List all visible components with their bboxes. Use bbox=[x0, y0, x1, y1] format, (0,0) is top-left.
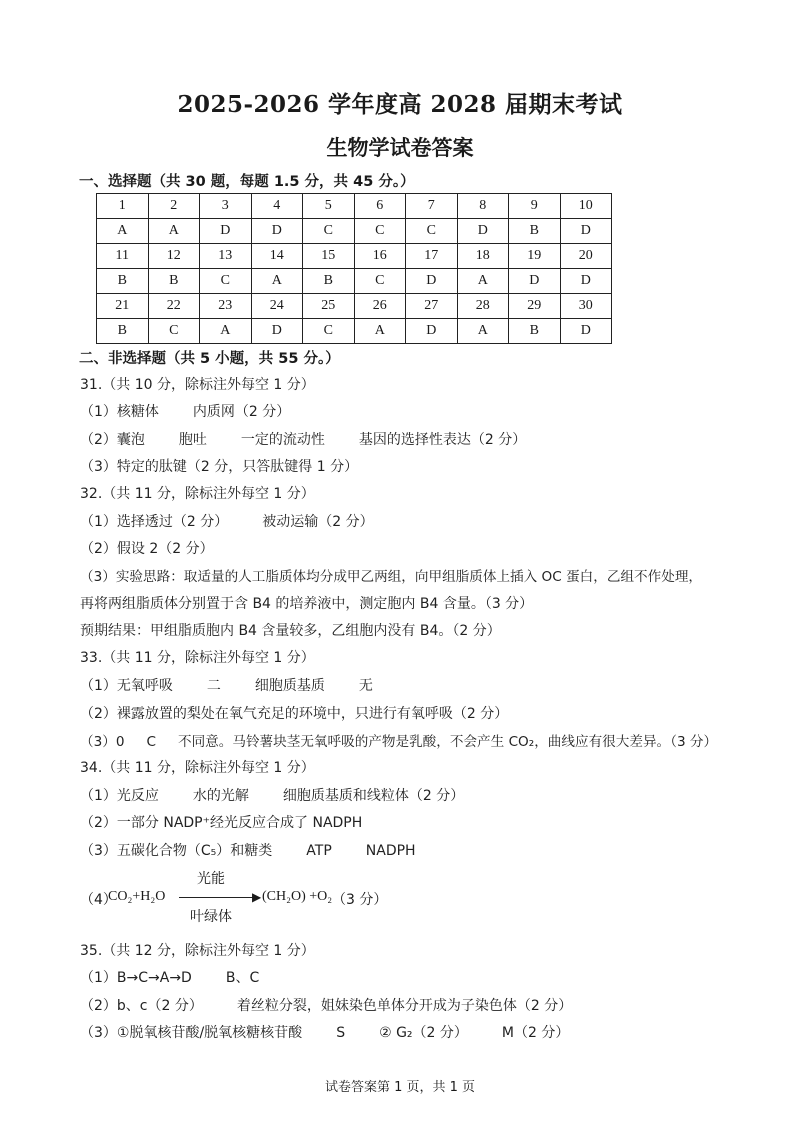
answer-cell: D bbox=[406, 269, 458, 294]
question-number-cell: 17 bbox=[406, 244, 458, 269]
answer-cell: B bbox=[148, 269, 200, 294]
q35-answer-1: （1）B→C→A→D B、C bbox=[80, 970, 260, 986]
question-number-cell: 22 bbox=[148, 294, 200, 319]
q31-answer-3: （3）特定的肽键（2 分，只答肽键得 1 分） bbox=[80, 459, 359, 475]
q34-answer-1: （1）光反应 水的光解 细胞质基质和线粒体（2 分） bbox=[80, 788, 465, 804]
question-number-cell: 26 bbox=[354, 294, 406, 319]
question-number-cell: 11 bbox=[97, 244, 149, 269]
answer-cell: A bbox=[97, 219, 149, 244]
question-number-cell: 15 bbox=[303, 244, 355, 269]
answer-cell: C bbox=[148, 319, 200, 344]
q35-header: 35.（共 12 分，除标注外每空 1 分） bbox=[80, 943, 315, 959]
q32-expected-result: 预期结果：甲组脂质胞内 B4 含量较多，乙组胞内没有 B4。（2 分） bbox=[80, 623, 501, 639]
q35-answer-3: （3）①脱氧核苷酸/脱氧核糖核苷酸 S ② G₂（2 分） M（2 分） bbox=[80, 1025, 570, 1041]
equation-condition-chloroplast: 叶绿体 bbox=[190, 909, 232, 925]
question-number-row bbox=[97, 244, 612, 269]
answer-cell: C bbox=[303, 319, 355, 344]
q32-answer-2: （2）假设 2（2 分） bbox=[80, 541, 214, 557]
question-number-cell: 24 bbox=[251, 294, 303, 319]
answer-cell: A bbox=[457, 319, 509, 344]
q34-header: 34.（共 11 分，除标注外每空 1 分） bbox=[80, 760, 315, 776]
question-number-cell: 10 bbox=[560, 194, 612, 219]
answer-cell: C bbox=[354, 219, 406, 244]
q33-answer-3: （3）0 C 不同意。马铃薯块茎无氧呼吸的产物是乳酸，不会产生 CO₂，曲线应有很大差异。（3 分） bbox=[80, 734, 718, 750]
section2-heading: 二、非选择题（共 5 小题，共 55 分。） bbox=[79, 351, 340, 367]
question-number-cell: 21 bbox=[97, 294, 149, 319]
q32-header: 32.（共 11 分，除标注外每空 1 分） bbox=[80, 486, 315, 502]
q34-answer-4-label: （4） bbox=[80, 892, 117, 908]
question-number-cell: 28 bbox=[457, 294, 509, 319]
answer-cell: C bbox=[200, 269, 252, 294]
question-number-cell: 23 bbox=[200, 294, 252, 319]
exam-subtitle: 生物学试卷答案 bbox=[326, 135, 474, 160]
question-number-cell: 8 bbox=[457, 194, 509, 219]
answer-row bbox=[97, 269, 612, 294]
question-number-cell: 20 bbox=[560, 244, 612, 269]
answer-cell: A bbox=[200, 319, 252, 344]
answer-cell: A bbox=[354, 319, 406, 344]
answer-table bbox=[96, 193, 612, 344]
question-number-cell: 29 bbox=[509, 294, 561, 319]
q33-answer-2: （2）裸露放置的梨处在氧气充足的环境中，只进行有氧呼吸（2 分） bbox=[80, 706, 509, 722]
answer-cell: D bbox=[509, 269, 561, 294]
equation-condition-light: 光能 bbox=[197, 871, 225, 887]
answer-cell: D bbox=[457, 219, 509, 244]
answer-row bbox=[97, 219, 612, 244]
equation-reactants: CO₂+H₂O bbox=[108, 889, 166, 904]
question-number-cell: 19 bbox=[509, 244, 561, 269]
answer-cell: D bbox=[200, 219, 252, 244]
q32-answer-3-line2: 再将两组脂质体分别置于含 B4 的培养液中，测定胞内 B4 含量。（3 分） bbox=[80, 596, 534, 612]
answer-cell: A bbox=[148, 219, 200, 244]
question-number-cell: 3 bbox=[200, 194, 252, 219]
answer-cell: D bbox=[251, 219, 303, 244]
answer-cell: A bbox=[251, 269, 303, 294]
photosynthesis-equation bbox=[80, 868, 500, 926]
answer-cell: B bbox=[509, 219, 561, 244]
question-number-cell: 4 bbox=[251, 194, 303, 219]
answer-cell: A bbox=[457, 269, 509, 294]
question-number-cell: 16 bbox=[354, 244, 406, 269]
q33-answer-1: （1）无氧呼吸 二 细胞质基质 无 bbox=[80, 678, 373, 694]
question-number-cell: 13 bbox=[200, 244, 252, 269]
q31-header: 31.（共 10 分，除标注外每空 1 分） bbox=[80, 377, 315, 393]
answer-cell: D bbox=[560, 319, 612, 344]
equation-score: （3 分） bbox=[332, 892, 388, 908]
answer-cell: C bbox=[354, 269, 406, 294]
answer-cell: C bbox=[303, 219, 355, 244]
answer-cell: D bbox=[406, 319, 458, 344]
page-footer: 试卷答案第 1 页，共 1 页 bbox=[324, 1080, 476, 1095]
question-number-cell: 14 bbox=[251, 244, 303, 269]
answer-cell: D bbox=[560, 269, 612, 294]
answer-cell: D bbox=[560, 219, 612, 244]
q32-answer-3-line1: （3）实验思路：取适量的人工脂质体均分成甲乙两组，向甲组脂质体上插入 OC 蛋白，乙组不作处理， bbox=[80, 569, 703, 585]
question-number-cell: 5 bbox=[303, 194, 355, 219]
question-number-cell: 1 bbox=[97, 194, 149, 219]
answer-cell: B bbox=[509, 319, 561, 344]
question-number-cell: 6 bbox=[354, 194, 406, 219]
q34-answer-2: （2）一部分 NADP⁺经光反应合成了 NADPH bbox=[80, 815, 363, 831]
question-number-cell: 7 bbox=[406, 194, 458, 219]
q35-answer-2: （2）b、c（2 分） 着丝粒分裂，姐妹染色单体分开成为子染色体（2 分） bbox=[80, 998, 573, 1014]
arrowhead-icon: ▶ bbox=[252, 890, 262, 904]
q33-header: 33.（共 11 分，除标注外每空 1 分） bbox=[80, 650, 315, 666]
equation-products: (CH₂O) +O₂ bbox=[262, 889, 333, 904]
section1-heading: 一、选择题（共 30 题，每题 1.5 分，共 45 分。） bbox=[79, 174, 415, 190]
question-number-row bbox=[97, 294, 612, 319]
question-number-cell: 2 bbox=[148, 194, 200, 219]
question-number-cell: 27 bbox=[406, 294, 458, 319]
answer-row bbox=[97, 319, 612, 344]
question-number-cell: 30 bbox=[560, 294, 612, 319]
question-number-cell: 18 bbox=[457, 244, 509, 269]
question-number-row bbox=[97, 194, 612, 219]
exam-title: 2025-2026 学年度高 2028 届期末考试 bbox=[177, 91, 623, 118]
answer-cell: B bbox=[97, 319, 149, 344]
q34-answer-3: （3）五碳化合物（C₅）和糖类 ATP NADPH bbox=[80, 843, 416, 859]
question-number-cell: 12 bbox=[148, 244, 200, 269]
answer-cell: B bbox=[303, 269, 355, 294]
q32-answer-1: （1）选择透过（2 分） 被动运输（2 分） bbox=[80, 514, 374, 530]
question-number-cell: 25 bbox=[303, 294, 355, 319]
question-number-cell: 9 bbox=[509, 194, 561, 219]
answer-cell: D bbox=[251, 319, 303, 344]
q31-answer-1: （1）核糖体 内质网（2 分） bbox=[80, 404, 291, 420]
q31-answer-2: （2）囊泡 胞吐 一定的流动性 基因的选择性表达（2 分） bbox=[80, 432, 527, 448]
answer-cell: B bbox=[97, 269, 149, 294]
reaction-arrow bbox=[179, 897, 257, 898]
answer-cell: C bbox=[406, 219, 458, 244]
